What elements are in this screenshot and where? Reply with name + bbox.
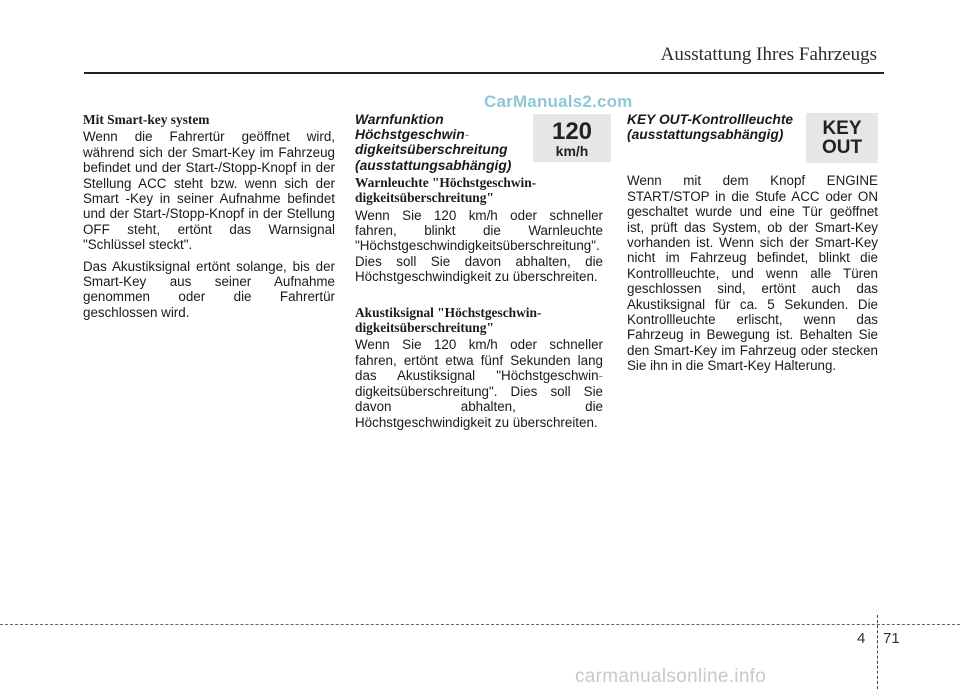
title-speed-warning: Warnfunktion Höchstgeschwin- digkeitsüberschreitung (ausstattungsabhängig) — [355, 112, 512, 173]
chapter-number: 4 — [857, 630, 866, 647]
column-smart-key — [83, 112, 335, 326]
watermark-carmanuals2: CarManuals2.com — [484, 92, 633, 111]
footer-divider — [0, 624, 960, 625]
section-title: Ausstattung Ihres Fahrzeugs — [660, 44, 877, 65]
subheading-acoustic-signal: Akustiksignal "Höchstgeschwin- digkeitsüberschreitung" — [355, 304, 542, 336]
paragraph-acoustic-signal: Wenn Sie 120 km/h oder schneller fahren, ertönt etwa fünf Sekunden lang das Akustiksignal "Höchstgeschwin- digkeitsüberschreitung". Dies soll Sie davon abhalten, die Höchstgeschwindigkeit zu überschreiten. — [355, 337, 603, 430]
heading-smart-key-system: Mit Smart-key system — [83, 112, 210, 127]
paragraph-key-reminder: Wenn die Fahrertür geöffnet wird, während sich der Smart-Key im Fahrzeug befindet und der Start-/Stopp-Knopf in der Stellung ACC steht bzw. wenn sich der Smart -Key in seiner Aufnahme befindet und der Start-/Stopp-Knopf in der Stellung OFF steht, ertönt das Warnsignal "Schlüssel steckt". — [83, 129, 335, 253]
title-key-out: KEY OUT-Kontrollleuchte (ausstattungsabhängig) — [627, 112, 794, 143]
subheading-warning-light: Warnleuchte "Höchstgeschwin- digkeitsüberschreitung" — [355, 174, 537, 206]
page-number: 71 — [883, 630, 900, 647]
paragraph-warning-light: Wenn Sie 120 km/h oder schneller fahren, blinkt die Warnleuchte "Höchstgeschwindigkeitsüberschreitung". Dies soll Sie davon abhalten, die Höchstgeschwindigkeit zu überschreiten. — [355, 207, 603, 285]
watermark-carmanualsonline: carmanualsonline.info — [575, 666, 767, 687]
paragraph-key-out: Wenn mit dem Knopf ENGINE START/STOP in die Stufe ACC oder ON geschaltet wurde und eine Tür geöffnet ist, prüft das System, ob der Smart-Key vorhanden ist. Wenn sich der Smart-Key nicht im Fahrzeug befindet, blinkt die Kontrollleuchte, und wenn alle Türen geschlossen sind, ertönt auch das Akustiksignal für ca. 5 Sekunden. Die Kontrollleuchte erlischt, wenn das Fahrzeug in Bewegung ist. Behalten Sie den Smart-Key im Fahrzeug oder stecken Sie ihn in die Smart-Key Halterung. — [627, 173, 878, 374]
page-divider — [877, 615, 878, 689]
key-out-icon: KEY OUT — [806, 113, 878, 163]
speed-warning-icon: 120 km/h — [533, 114, 611, 162]
header-rule — [84, 72, 884, 74]
paragraph-signal-duration: Das Akustiksignal ertönt solange, bis der Smart-Key aus seiner Aufnahme genommen oder die Fahrertür geschlossen wird. — [83, 258, 335, 320]
